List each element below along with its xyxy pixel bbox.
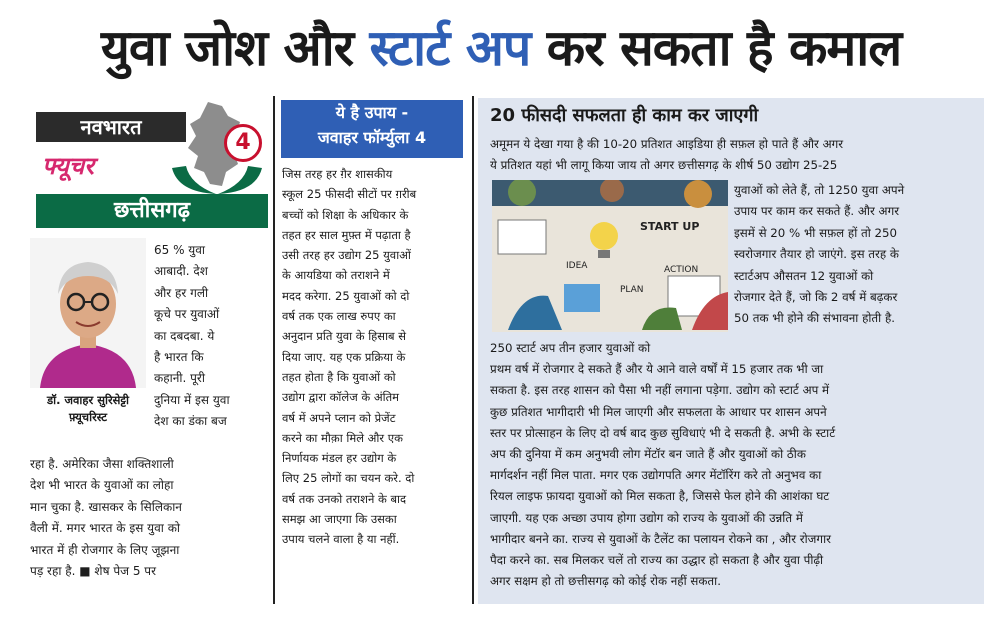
text-line: है भारत कि: [154, 350, 204, 365]
hands-icon: [168, 162, 266, 196]
text-line: बच्चों को शिक्षा के अधिकार के: [282, 207, 409, 222]
text-line: उपाय पर काम कर सकते हैं. और अगर: [734, 204, 900, 219]
right-bottom-text: [490, 338, 976, 592]
column-divider: [273, 96, 275, 604]
text-line: ये प्रतिशत यहां भी लागू किया जाय तो अगर छत्तीसगढ़ के शीर्ष 50 उद्योग 25-25: [490, 158, 838, 173]
text-line: तहत हर साल मुफ़्त में पढ़ाता है: [282, 227, 411, 242]
text-line: उसी तरह हर उद्योग 25 युवाओं: [282, 248, 411, 263]
future-word: फ्यूचर: [42, 152, 94, 180]
text-line: आबादी. देश: [154, 264, 208, 279]
text-line: कुछ प्रतिशत भागीदारी भी मिल जाएगी और सफलता के आधार पर शासन अपने: [490, 404, 827, 419]
continued-note: पड़ रहा है. ■ शेष पेज 5 पर: [30, 564, 157, 579]
text-line: करने का मौक़ा मिले और एक: [282, 430, 403, 445]
text-line: अप की दुनिया में कम अनुभवी लोग मेंटॉर बन जाते हैं और युवाओं को ठीक: [490, 447, 806, 462]
formula-header-line: जवाहर फॉर्म्युला 4: [317, 128, 427, 147]
text-line: कहानी. पूरी: [154, 371, 205, 386]
text-line: इसमें से 20 % भी सफ़ल हों तो 250: [734, 225, 898, 240]
headline-accent: स्टार्ट अप: [369, 19, 531, 77]
photo-label-action: ACTION: [664, 265, 699, 275]
headline-part2: कर सकता है कमाल: [530, 19, 902, 77]
text-line: 50 तक भी होने की संभावना होती है.: [734, 311, 895, 326]
text-line: वर्ष तक एक लाख रुपए का: [282, 309, 396, 324]
left-wrap-text: [154, 240, 270, 433]
text-line: स्टार्टअप औसतन 12 युवाओं को: [734, 268, 874, 283]
text-line: लिए 25 लोगों का चयन करे. दो: [282, 471, 415, 486]
text-line: मार्गदर्शन नहीं मिल पाता. मगर एक उद्योगपति अगर मेंटॉरिंग करे तो अनुभव का: [490, 468, 822, 483]
text-line: रहा है. अमेरिका जैसा शक्तिशाली: [30, 457, 174, 471]
text-line: युवाओं को लेते हैं, तो 1250 युवा अपने: [734, 183, 905, 197]
text-line: स्कूल 25 फीसदी सीटों पर ग़रीब: [282, 187, 417, 202]
startup-meeting-photo: [492, 180, 728, 332]
text-line: वर्ष में अपने प्लान को प्रेजेंट: [282, 410, 396, 425]
page-headline: [0, 8, 1002, 88]
text-line: पैदा करने का. सब मिलकर चलें तो राज्य का उद्धार हो सकता है और युवा पीढ़ी: [490, 553, 824, 568]
text-line: रियल लाइफ फ़ायदा युवाओं को मिल सकता है, जिससे फेल होने की आशंका घट: [490, 489, 830, 504]
text-line: प्रथम वर्ष में रोजगार दे सकते हैं और ये आने वाले वर्षों में 15 हजार तक भी जा: [490, 362, 824, 377]
text-line: देश का डंका बज: [154, 414, 227, 429]
right-section-title: 20 फीसदी सफलता ही काम कर जाएगी: [490, 105, 759, 126]
headline-part1: युवा जोश और: [100, 19, 370, 77]
formula-header-line: ये है उपाय -: [335, 103, 409, 122]
text-line: का दबदबा. ये: [154, 328, 215, 343]
left-full-text: [30, 454, 272, 582]
text-line: भारत में ही रोजगार के लिए जूझना: [30, 542, 180, 557]
brand-name: नवभारत: [36, 112, 186, 142]
text-line: दिया जाए. यह एक प्रक्रिया के: [282, 349, 406, 364]
author-name: डॉ. जवाहर सुरिसेट्टी: [46, 393, 130, 407]
author-title: फ़्यूचरिस्ट: [68, 410, 108, 424]
text-line: के आयडिया को तराशने में: [282, 268, 390, 283]
photo-label-startup: START UP: [640, 220, 700, 233]
text-line: उपाय चलने वाला है या नहीं.: [282, 532, 400, 547]
formula-header: [281, 100, 463, 158]
brand-logo-block: [28, 96, 268, 232]
text-line: मदद करेगा. 25 युवाओं को दो: [282, 288, 410, 303]
text-line: 250 स्टार्ट अप तीन हजार युवाओं को: [490, 341, 651, 355]
text-line: रोजगार देते हैं, जो कि 2 वर्ष में बढ़कर: [734, 290, 898, 305]
text-line: देश भी भारत के युवाओं का लोहा: [30, 478, 174, 493]
issue-number-badge: 4: [224, 124, 262, 162]
text-line: 65 % युवा: [154, 243, 206, 257]
text-line: निर्णायक मंडल हर उद्योग के: [282, 451, 397, 466]
text-line: जिस तरह हर ग़ैर शासकीय: [282, 167, 393, 181]
text-line: कूचे पर युवाओं: [154, 307, 220, 322]
right-wrap-text: [734, 180, 978, 330]
text-line: तहत होता है कि युवाओं को: [282, 369, 396, 384]
text-line: स्वरोजगार तैयार हो जाएंगे. इस तरह के: [734, 247, 899, 262]
text-line: अगर सक्षम हो तो छत्तीसगढ़ को कोई रोक नहीं सकता.: [490, 574, 721, 589]
text-line: समझ आ जाएगा कि उसका: [282, 512, 397, 527]
right-top-text: [490, 134, 976, 177]
state-banner: छत्तीसगढ़: [36, 194, 268, 228]
text-line: अमूमन ये देखा गया है की 10-20 प्रतिशत आइडिया ही सफ़ल हो पाते हैं और अगर: [490, 137, 844, 151]
text-line: जाएगी. यह एक अच्छा उपाय होगा उद्योग को राज्य के युवाओं की उन्नति में: [490, 510, 803, 525]
text-line: भागीदार बनने का. राज्य से युवाओं के टैलेंट का पलायन रोकने का , और रोजगार: [490, 531, 831, 546]
column-divider: [472, 96, 474, 604]
text-line: मान चुका है. खासकर के सिलिकान: [30, 499, 182, 514]
text-line: वैली में. मगर भारत के इस युवा को: [30, 521, 181, 536]
photo-label-plan: PLAN: [620, 285, 644, 295]
text-line: स्तर पर प्रोत्साहन के लिए दो वर्ष बाद कुछ सुविधाएं भी दे सकती है. अभी के स्टार्ट: [490, 425, 836, 440]
text-line: दुनिया में इस युवा: [154, 392, 230, 407]
author-portrait: [30, 238, 146, 388]
text-line: उद्योग द्वारा कॉलेज के अंतिम: [282, 390, 400, 405]
text-line: वर्ष तक उनको तराशने के बाद: [282, 491, 407, 506]
formula-text: [282, 164, 466, 550]
text-line: सकता है. इस तरह शासन को पैसा भी नहीं लगाना पड़ेगा. उद्योग को स्टार्ट अप में: [490, 383, 830, 398]
text-line: और हर गली: [154, 285, 209, 300]
photo-label-idea: IDEA: [566, 261, 588, 271]
author-caption: [30, 392, 146, 426]
text-line: अनुदान प्रति युवा के हिसाब से: [282, 329, 407, 344]
